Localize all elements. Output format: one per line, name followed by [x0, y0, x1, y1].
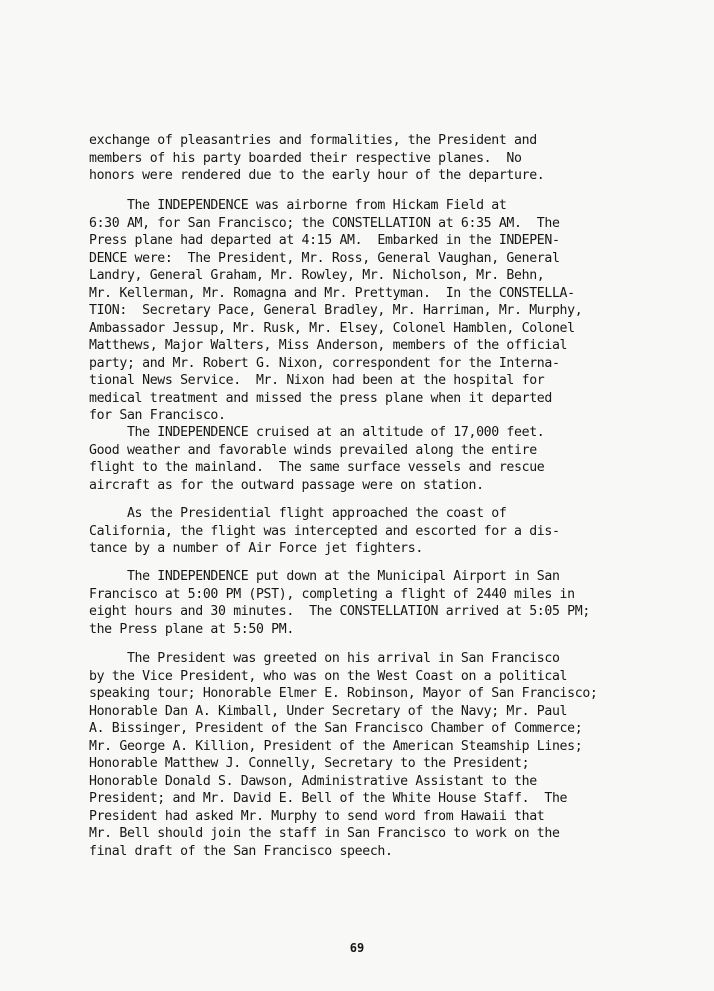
text-line: The INDEPENDENCE put down at the Municipal Airport in San [89, 569, 560, 584]
paragraph-6 [89, 650, 629, 860]
text-line: tional News Service. Mr. Nixon had been at the hospital for [89, 373, 545, 388]
text-line: exchange of pleasantries and formalities, the President and [89, 133, 537, 148]
text-line: Francisco at 5:00 PM (PST), completing a flight of 2440 miles in [89, 586, 575, 602]
text-line: A. Bissinger, President of the San Francisco Chamber of Commerce; [89, 721, 583, 736]
paragraph-3 [89, 424, 629, 494]
text-line: aircraft as for the outward passage were on station. [89, 477, 484, 493]
text-line: Mr. Kellerman, Mr. Romagna and Mr. Prettyman. In the CONSTELLA- [89, 285, 575, 301]
paragraph-1 [89, 132, 629, 185]
text-line: Honorable Donald S. Dawson, Administrative Assistant to the [89, 773, 537, 789]
text-line: by the Vice President, who was on the West Coast on a political [89, 668, 568, 684]
text-line: honors were rendered due to the early hour of the departure. [89, 168, 545, 183]
text-line: President had asked Mr. Murphy to send word from Hawaii that [89, 808, 545, 824]
text-line: Press plane had departed at 4:15 AM. Embarked in the INDEPEN- [89, 233, 560, 248]
text-line: Ambassador Jessup, Mr. Rusk, Mr. Elsey, Colonel Hamblen, Colonel [89, 320, 575, 336]
text-line: Good weather and favorable winds prevailed along the entire [89, 442, 537, 458]
text-line: the Press plane at 5:50 PM. [89, 621, 294, 637]
text-line: medical treatment and missed the press plane when it departed [89, 390, 552, 406]
text-line: President; and Mr. David E. Bell of the White House Staff. The [89, 791, 568, 806]
text-line: As the Presidential flight approached the coast of [89, 506, 507, 521]
text-line: Mr. George A. Killion, President of the American Steamship Lines; [89, 738, 583, 754]
text-line: members of his party boarded their respective planes. No [89, 150, 522, 166]
paragraph-2 [89, 197, 629, 425]
text-line: The INDEPENDENCE was airborne from Hickam Field at [89, 198, 507, 213]
text-line: Honorable Matthew J. Connelly, Secretary to the President; [89, 756, 530, 771]
paragraph-4 [89, 505, 629, 558]
text-line: The President was greeted on his arrival in San Francisco [89, 651, 560, 666]
text-line: TION: Secretary Pace, General Bradley, Mr. Harriman, Mr. Murphy, [89, 303, 583, 318]
text-line: Honorable Dan A. Kimball, Under Secretary of the Navy; Mr. Paul [89, 703, 568, 719]
text-line: eight hours and 30 minutes. The CONSTELLATION arrived at 5:05 PM; [89, 604, 590, 619]
text-line: DENCE were: The President, Mr. Ross, General Vaughan, General [89, 250, 560, 266]
text-line: California, the flight was intercepted and escorted for a dis- [89, 523, 560, 539]
text-line: for San Francisco. [89, 408, 226, 423]
text-line: party; and Mr. Robert G. Nixon, correspondent for the Interna- [89, 355, 560, 371]
text-line: Mr. Bell should join the staff in San Francisco to work on the [89, 826, 560, 841]
page-number: 69 [349, 941, 365, 955]
text-line: Matthews, Major Walters, Miss Anderson, members of the official [89, 338, 568, 353]
text-line: The INDEPENDENCE cruised at an altitude of 17,000 feet. [89, 425, 545, 440]
text-line: flight to the mainland. The same surface vessels and rescue [89, 460, 545, 475]
paragraph-5 [89, 568, 629, 638]
text-line: 6:30 AM, for San Francisco; the CONSTELLATION at 6:35 AM. The [89, 215, 560, 231]
text-line: final draft of the San Francisco speech. [89, 843, 393, 859]
text-line: Landry, General Graham, Mr. Rowley, Mr. Nicholson, Mr. Behn, [89, 268, 545, 283]
text-line: tance by a number of Air Force jet fighters. [89, 541, 423, 556]
text-line: speaking tour; Honorable Elmer E. Robinson, Mayor of San Francisco; [89, 686, 598, 701]
